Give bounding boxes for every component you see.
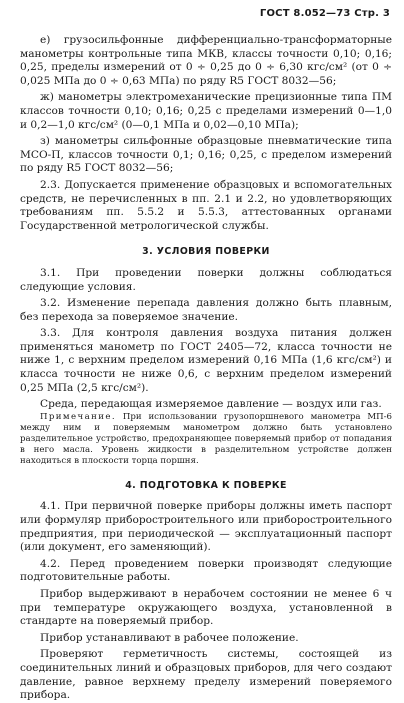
note-label: Примечание. [40, 411, 116, 422]
item-z: з) манометры сильфонные образцовые пневматические типа МСО-П, классов точности 0,1; 0,16; 0,25, с пределом измерений по ряду R5 ГОСТ 8032—56; [20, 135, 392, 175]
section-4-title: 4. ПОДГОТОВКА К ПОВЕРКЕ [125, 479, 287, 491]
item-e: е) грузосильфонные дифференциально-трансформаторные манометры контрольные типа МКВ, классы точности 0,10; 0,16; 0,25, пределы измерений от 0 ÷ 0,25 до 0 ÷ 6,30 кгс/см² (от 0 ÷ 0,025 МПа до 0 ÷ 0,63 МПа) по ряду R5 ГОСТ 8032—56; [20, 34, 392, 87]
item-zh: ж) манометры электромеханические прецизионные типа ПМ классов точности 0,10; 0,16; 0,25 с пределами измерений 0—1,0 и 0,2—1,0 кгс/см² (0—0,1 МПа и 0,02—0,10 МПа); [20, 91, 392, 131]
medium-statement: Среда, передающая измеряемое давление — воздух или газ. [40, 398, 382, 411]
page-number: Стр. 3 [354, 8, 390, 19]
note [20, 412, 392, 467]
document-body [20, 34, 392, 703]
standard-reference: ГОСТ 8.052—73 [259, 8, 351, 19]
clause-3-1: 3.1. При проведении поверки должны соблюдаться следующие условия. [20, 266, 392, 293]
conditioning-paragraph: Прибор выдерживают в нерабочем состоянии не менее 6 ч при температуре окружающего воздуха, установленной в стандарте на поверяемый прибор. [20, 588, 392, 628]
clause-3-3: 3.3. Для контроля давления воздуха питания должен применяться манометр по ГОСТ 2405—72, класса точности не ниже 1, с верхним пределом измерений 0,16 МПа (1,6 кгс/см²) и класса точности не ниже 0,6, с верхним пределом измерений 0,25 МПа (2,5 кгс/см²). [20, 327, 392, 394]
mounting-paragraph: Прибор устанавливают в рабочее положение. [40, 631, 299, 644]
clause-2-3: 2.3. Допускается применение образцовых и вспомогательных средств, не перечисленных в пп. 2.1 и 2.2, но удовлетворяющих требованиям пп. 5.5.2 и 5.5.3, аттестованных органами Государственной метрологической службы. [20, 178, 392, 232]
clause-4-1: 4.1. При первичной поверке приборы должны иметь паспорт или формуляр приборостроительного или приборостроительного предприятия, при периодической — эксплуатационный паспорт (или документ, его заменяющий). [20, 500, 392, 554]
clause-3-2: 3.2. Изменение перепада давления должно быть плавным, без перехода за поверяемое значение. [20, 297, 392, 323]
note-text: При использовании грузопоршневого манометра МП-6 между ним и поверяемым манометром должно быть установлено разделительное устройство, предохраняющее поверяемый прибор от попадания в него масла. Уровень жидкости в разделительном устройстве должен находиться в плоскости торца поршня. [20, 411, 392, 466]
page-header [260, 8, 390, 19]
clause-4-2: 4.2. Перед проведением поверки производят следующие подготовительные работы. [20, 557, 392, 584]
leak-check-paragraph: Проверяют герметичность системы, состоящей из соединительных линий и образцовых приборов, для чего создают давление, равное верхнему пределу измерений поверяемого прибора. [20, 648, 392, 702]
section-3-title: 3. УСЛОВИЯ ПОВЕРКИ [142, 246, 270, 258]
